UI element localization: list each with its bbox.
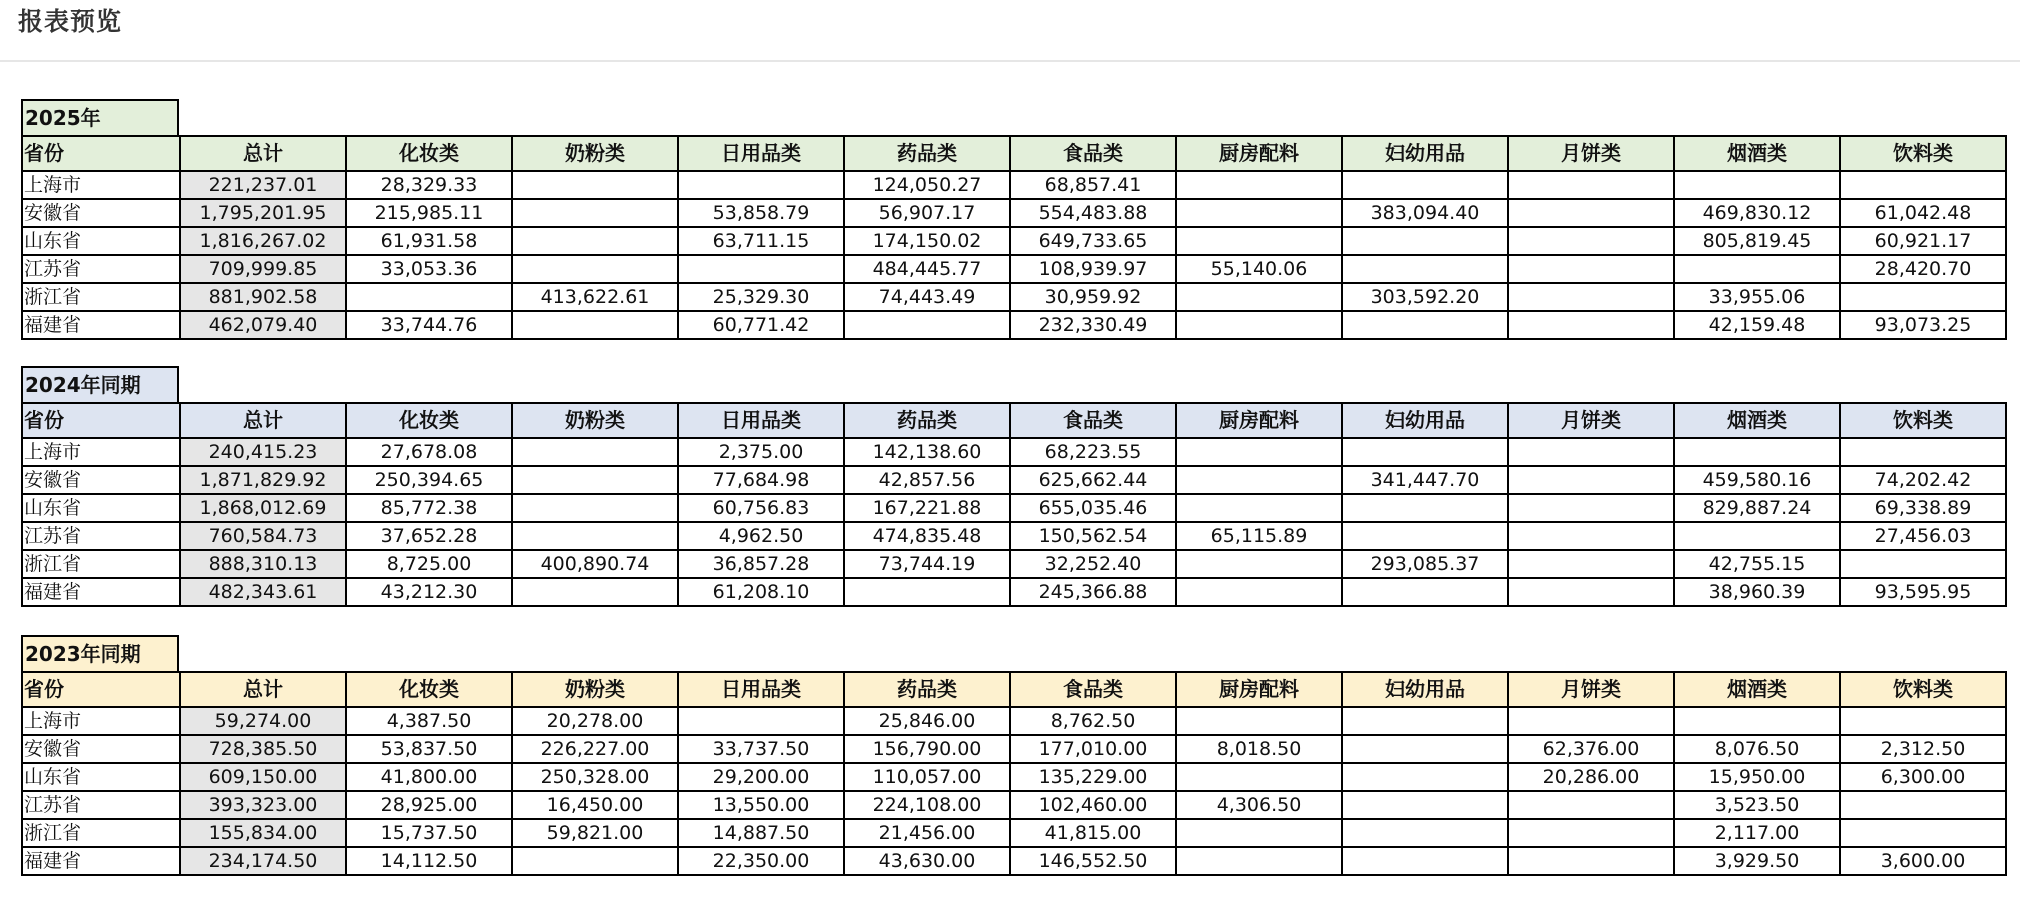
value-cell xyxy=(1176,466,1342,494)
column-header: 奶粉类 xyxy=(512,136,678,171)
column-header: 月饼类 xyxy=(1508,136,1674,171)
value-cell xyxy=(1342,707,1508,735)
value-cell: 42,755.15 xyxy=(1674,550,1840,578)
province-cell: 上海市 xyxy=(22,171,180,199)
value-cell: 21,456.00 xyxy=(844,819,1010,847)
column-header-province: 省份 xyxy=(22,403,180,438)
total-cell: 1,816,267.02 xyxy=(180,227,346,255)
value-cell xyxy=(1176,171,1342,199)
province-cell: 浙江省 xyxy=(22,819,180,847)
value-cell: 37,652.28 xyxy=(346,522,512,550)
value-cell xyxy=(512,438,678,466)
column-header: 烟酒类 xyxy=(1674,136,1840,171)
value-cell xyxy=(512,227,678,255)
value-cell xyxy=(1674,707,1840,735)
value-cell: 85,772.38 xyxy=(346,494,512,522)
column-header: 药品类 xyxy=(844,136,1010,171)
province-cell: 江苏省 xyxy=(22,255,180,283)
report-table xyxy=(21,135,2007,340)
value-cell: 73,744.19 xyxy=(844,550,1010,578)
value-cell: 28,329.33 xyxy=(346,171,512,199)
value-cell: 8,762.50 xyxy=(1010,707,1176,735)
column-header: 药品类 xyxy=(844,403,1010,438)
value-cell xyxy=(678,255,844,283)
value-cell: 27,678.08 xyxy=(346,438,512,466)
value-cell xyxy=(844,578,1010,606)
value-cell: 69,338.89 xyxy=(1840,494,2006,522)
value-cell: 13,550.00 xyxy=(678,791,844,819)
value-cell: 167,221.88 xyxy=(844,494,1010,522)
value-cell: 655,035.46 xyxy=(1010,494,1176,522)
value-cell xyxy=(1508,255,1674,283)
value-cell xyxy=(1176,311,1342,339)
header-row xyxy=(22,403,2006,438)
column-header: 奶粉类 xyxy=(512,403,678,438)
value-cell: 38,960.39 xyxy=(1674,578,1840,606)
value-cell xyxy=(1176,227,1342,255)
value-cell xyxy=(1508,283,1674,311)
value-cell: 4,962.50 xyxy=(678,522,844,550)
value-cell: 42,857.56 xyxy=(844,466,1010,494)
column-header-province: 省份 xyxy=(22,672,180,707)
value-cell: 554,483.88 xyxy=(1010,199,1176,227)
value-cell: 2,117.00 xyxy=(1674,819,1840,847)
value-cell: 142,138.60 xyxy=(844,438,1010,466)
value-cell: 60,756.83 xyxy=(678,494,844,522)
value-cell: 400,890.74 xyxy=(512,550,678,578)
province-cell: 山东省 xyxy=(22,227,180,255)
table-row xyxy=(22,283,2006,311)
table-row xyxy=(22,819,2006,847)
value-cell xyxy=(1840,283,2006,311)
value-cell: 829,887.24 xyxy=(1674,494,1840,522)
value-cell xyxy=(1508,227,1674,255)
value-cell xyxy=(1342,311,1508,339)
table-row xyxy=(22,199,2006,227)
page-header xyxy=(0,0,2020,62)
column-header: 总计 xyxy=(180,403,346,438)
value-cell: 14,112.50 xyxy=(346,847,512,875)
table-row xyxy=(22,791,2006,819)
column-header: 厨房配料 xyxy=(1176,672,1342,707)
column-header: 化妆类 xyxy=(346,136,512,171)
value-cell: 469,830.12 xyxy=(1674,199,1840,227)
value-cell xyxy=(1342,227,1508,255)
value-cell: 474,835.48 xyxy=(844,522,1010,550)
column-header: 日用品类 xyxy=(678,403,844,438)
value-cell: 27,456.03 xyxy=(1840,522,2006,550)
value-cell: 124,050.27 xyxy=(844,171,1010,199)
value-cell xyxy=(1176,550,1342,578)
value-cell xyxy=(1176,819,1342,847)
value-cell: 33,744.76 xyxy=(346,311,512,339)
column-header: 食品类 xyxy=(1010,403,1176,438)
value-cell: 226,227.00 xyxy=(512,735,678,763)
value-cell xyxy=(512,522,678,550)
column-header: 日用品类 xyxy=(678,136,844,171)
value-cell xyxy=(1508,311,1674,339)
value-cell: 25,846.00 xyxy=(844,707,1010,735)
value-cell xyxy=(1176,283,1342,311)
value-cell xyxy=(512,494,678,522)
value-cell: 3,929.50 xyxy=(1674,847,1840,875)
value-cell: 135,229.00 xyxy=(1010,763,1176,791)
value-cell: 74,202.42 xyxy=(1840,466,2006,494)
value-cell xyxy=(512,199,678,227)
column-header: 厨房配料 xyxy=(1176,136,1342,171)
value-cell: 2,375.00 xyxy=(678,438,844,466)
total-cell: 221,237.01 xyxy=(180,171,346,199)
value-cell: 14,887.50 xyxy=(678,819,844,847)
value-cell xyxy=(346,283,512,311)
value-cell xyxy=(1342,791,1508,819)
value-cell xyxy=(1508,791,1674,819)
column-header: 烟酒类 xyxy=(1674,403,1840,438)
province-cell: 福建省 xyxy=(22,311,180,339)
total-cell: 728,385.50 xyxy=(180,735,346,763)
total-cell: 482,343.61 xyxy=(180,578,346,606)
value-cell xyxy=(512,311,678,339)
value-cell xyxy=(1840,438,2006,466)
column-header: 月饼类 xyxy=(1508,672,1674,707)
total-cell: 59,274.00 xyxy=(180,707,346,735)
province-cell: 江苏省 xyxy=(22,791,180,819)
value-cell xyxy=(1342,847,1508,875)
value-cell xyxy=(1508,522,1674,550)
column-header: 妇幼用品 xyxy=(1342,403,1508,438)
header-row xyxy=(22,672,2006,707)
report-block-2025 xyxy=(21,99,2007,340)
value-cell: 174,150.02 xyxy=(844,227,1010,255)
value-cell: 30,959.92 xyxy=(1010,283,1176,311)
value-cell: 28,925.00 xyxy=(346,791,512,819)
province-cell: 山东省 xyxy=(22,763,180,791)
column-header: 日用品类 xyxy=(678,672,844,707)
table-row xyxy=(22,227,2006,255)
total-cell: 240,415.23 xyxy=(180,438,346,466)
value-cell xyxy=(512,466,678,494)
year-label: 2024年同期 xyxy=(21,366,179,402)
value-cell: 53,858.79 xyxy=(678,199,844,227)
table-row xyxy=(22,735,2006,763)
report-block-2023 xyxy=(21,635,2007,876)
value-cell: 43,212.30 xyxy=(346,578,512,606)
value-cell xyxy=(1176,578,1342,606)
value-cell: 53,837.50 xyxy=(346,735,512,763)
province-cell: 山东省 xyxy=(22,494,180,522)
province-cell: 上海市 xyxy=(22,438,180,466)
province-cell: 上海市 xyxy=(22,707,180,735)
value-cell xyxy=(1508,494,1674,522)
value-cell xyxy=(1840,819,2006,847)
value-cell: 6,300.00 xyxy=(1840,763,2006,791)
value-cell xyxy=(1508,550,1674,578)
value-cell: 68,223.55 xyxy=(1010,438,1176,466)
value-cell: 42,159.48 xyxy=(1674,311,1840,339)
province-cell: 江苏省 xyxy=(22,522,180,550)
value-cell: 250,394.65 xyxy=(346,466,512,494)
value-cell xyxy=(1508,199,1674,227)
value-cell: 245,366.88 xyxy=(1010,578,1176,606)
value-cell: 68,857.41 xyxy=(1010,171,1176,199)
value-cell: 61,042.48 xyxy=(1840,199,2006,227)
table-row xyxy=(22,550,2006,578)
value-cell: 4,387.50 xyxy=(346,707,512,735)
column-header: 化妆类 xyxy=(346,672,512,707)
column-header: 饮料类 xyxy=(1840,672,2006,707)
value-cell: 20,278.00 xyxy=(512,707,678,735)
value-cell: 156,790.00 xyxy=(844,735,1010,763)
value-cell: 28,420.70 xyxy=(1840,255,2006,283)
value-cell xyxy=(1840,550,2006,578)
column-header: 饮料类 xyxy=(1840,403,2006,438)
column-header: 妇幼用品 xyxy=(1342,672,1508,707)
table-row xyxy=(22,847,2006,875)
value-cell: 805,819.45 xyxy=(1674,227,1840,255)
value-cell: 177,010.00 xyxy=(1010,735,1176,763)
value-cell: 74,443.49 xyxy=(844,283,1010,311)
value-cell: 3,523.50 xyxy=(1674,791,1840,819)
value-cell: 649,733.65 xyxy=(1010,227,1176,255)
value-cell: 4,306.50 xyxy=(1176,791,1342,819)
value-cell: 60,771.42 xyxy=(678,311,844,339)
value-cell: 63,711.15 xyxy=(678,227,844,255)
value-cell: 60,921.17 xyxy=(1840,227,2006,255)
value-cell: 8,725.00 xyxy=(346,550,512,578)
value-cell: 29,200.00 xyxy=(678,763,844,791)
value-cell: 61,208.10 xyxy=(678,578,844,606)
value-cell xyxy=(1508,466,1674,494)
value-cell: 232,330.49 xyxy=(1010,311,1176,339)
value-cell: 110,057.00 xyxy=(844,763,1010,791)
total-cell: 234,174.50 xyxy=(180,847,346,875)
value-cell xyxy=(1508,578,1674,606)
total-cell: 1,795,201.95 xyxy=(180,199,346,227)
table-row xyxy=(22,763,2006,791)
value-cell xyxy=(1342,578,1508,606)
value-cell xyxy=(1176,199,1342,227)
value-cell xyxy=(1342,819,1508,847)
page-title: 报表预览 xyxy=(18,7,123,36)
value-cell: 341,447.70 xyxy=(1342,466,1508,494)
column-header: 奶粉类 xyxy=(512,672,678,707)
value-cell xyxy=(1840,791,2006,819)
value-cell xyxy=(1508,438,1674,466)
value-cell: 41,815.00 xyxy=(1010,819,1176,847)
value-cell xyxy=(1342,522,1508,550)
column-header-province: 省份 xyxy=(22,136,180,171)
column-header: 厨房配料 xyxy=(1176,403,1342,438)
value-cell: 8,076.50 xyxy=(1674,735,1840,763)
year-label: 2025年 xyxy=(21,99,179,135)
value-cell: 62,376.00 xyxy=(1508,735,1674,763)
value-cell: 22,350.00 xyxy=(678,847,844,875)
value-cell xyxy=(1508,171,1674,199)
value-cell: 33,053.36 xyxy=(346,255,512,283)
province-cell: 浙江省 xyxy=(22,550,180,578)
value-cell xyxy=(844,311,1010,339)
column-header: 饮料类 xyxy=(1840,136,2006,171)
province-cell: 福建省 xyxy=(22,578,180,606)
header-row xyxy=(22,136,2006,171)
value-cell: 33,737.50 xyxy=(678,735,844,763)
value-cell xyxy=(1342,255,1508,283)
value-cell: 108,939.97 xyxy=(1010,255,1176,283)
column-header: 妇幼用品 xyxy=(1342,136,1508,171)
value-cell: 484,445.77 xyxy=(844,255,1010,283)
total-cell: 462,079.40 xyxy=(180,311,346,339)
total-cell: 393,323.00 xyxy=(180,791,346,819)
value-cell: 61,931.58 xyxy=(346,227,512,255)
report-block-2024 xyxy=(21,366,2007,607)
total-cell: 881,902.58 xyxy=(180,283,346,311)
value-cell: 250,328.00 xyxy=(512,763,678,791)
value-cell: 15,950.00 xyxy=(1674,763,1840,791)
column-header: 食品类 xyxy=(1010,136,1176,171)
value-cell: 93,073.25 xyxy=(1840,311,2006,339)
value-cell: 459,580.16 xyxy=(1674,466,1840,494)
report-table xyxy=(21,402,2007,607)
value-cell xyxy=(1508,847,1674,875)
value-cell: 303,592.20 xyxy=(1342,283,1508,311)
table-row xyxy=(22,311,2006,339)
value-cell: 150,562.54 xyxy=(1010,522,1176,550)
province-cell: 安徽省 xyxy=(22,199,180,227)
value-cell: 413,622.61 xyxy=(512,283,678,311)
value-cell: 43,630.00 xyxy=(844,847,1010,875)
report-table xyxy=(21,671,2007,876)
value-cell xyxy=(1674,438,1840,466)
table-row xyxy=(22,171,2006,199)
table-row xyxy=(22,494,2006,522)
value-cell xyxy=(1508,707,1674,735)
total-cell: 609,150.00 xyxy=(180,763,346,791)
value-cell: 55,140.06 xyxy=(1176,255,1342,283)
value-cell xyxy=(1342,763,1508,791)
value-cell xyxy=(512,847,678,875)
value-cell: 3,600.00 xyxy=(1840,847,2006,875)
value-cell: 102,460.00 xyxy=(1010,791,1176,819)
value-cell xyxy=(1342,735,1508,763)
table-row xyxy=(22,522,2006,550)
value-cell: 32,252.40 xyxy=(1010,550,1176,578)
value-cell: 15,737.50 xyxy=(346,819,512,847)
province-cell: 福建省 xyxy=(22,847,180,875)
value-cell: 224,108.00 xyxy=(844,791,1010,819)
value-cell: 56,907.17 xyxy=(844,199,1010,227)
year-label: 2023年同期 xyxy=(21,635,179,671)
value-cell: 25,329.30 xyxy=(678,283,844,311)
value-cell: 59,821.00 xyxy=(512,819,678,847)
value-cell xyxy=(1840,707,2006,735)
column-header: 化妆类 xyxy=(346,403,512,438)
value-cell xyxy=(1674,171,1840,199)
value-cell xyxy=(1342,494,1508,522)
value-cell xyxy=(1674,522,1840,550)
value-cell: 383,094.40 xyxy=(1342,199,1508,227)
value-cell xyxy=(512,171,678,199)
table-row xyxy=(22,707,2006,735)
total-cell: 155,834.00 xyxy=(180,819,346,847)
value-cell: 20,286.00 xyxy=(1508,763,1674,791)
value-cell: 16,450.00 xyxy=(512,791,678,819)
value-cell xyxy=(1342,171,1508,199)
province-cell: 浙江省 xyxy=(22,283,180,311)
total-cell: 888,310.13 xyxy=(180,550,346,578)
value-cell: 33,955.06 xyxy=(1674,283,1840,311)
province-cell: 安徽省 xyxy=(22,466,180,494)
table-row xyxy=(22,438,2006,466)
value-cell: 65,115.89 xyxy=(1176,522,1342,550)
total-cell: 709,999.85 xyxy=(180,255,346,283)
value-cell: 77,684.98 xyxy=(678,466,844,494)
table-row xyxy=(22,466,2006,494)
value-cell xyxy=(512,255,678,283)
value-cell xyxy=(512,578,678,606)
value-cell: 215,985.11 xyxy=(346,199,512,227)
column-header: 月饼类 xyxy=(1508,403,1674,438)
value-cell xyxy=(1176,707,1342,735)
column-header: 药品类 xyxy=(844,672,1010,707)
value-cell: 36,857.28 xyxy=(678,550,844,578)
total-cell: 1,871,829.92 xyxy=(180,466,346,494)
table-row xyxy=(22,578,2006,606)
value-cell: 146,552.50 xyxy=(1010,847,1176,875)
value-cell xyxy=(1176,438,1342,466)
value-cell xyxy=(678,171,844,199)
value-cell xyxy=(1176,494,1342,522)
value-cell: 8,018.50 xyxy=(1176,735,1342,763)
total-cell: 1,868,012.69 xyxy=(180,494,346,522)
value-cell: 2,312.50 xyxy=(1840,735,2006,763)
value-cell xyxy=(1674,255,1840,283)
value-cell xyxy=(1342,438,1508,466)
value-cell: 625,662.44 xyxy=(1010,466,1176,494)
value-cell: 293,085.37 xyxy=(1342,550,1508,578)
value-cell xyxy=(678,707,844,735)
value-cell xyxy=(1840,171,2006,199)
value-cell xyxy=(1176,847,1342,875)
table-row xyxy=(22,255,2006,283)
column-header: 总计 xyxy=(180,672,346,707)
value-cell: 41,800.00 xyxy=(346,763,512,791)
value-cell: 93,595.95 xyxy=(1840,578,2006,606)
column-header: 食品类 xyxy=(1010,672,1176,707)
total-cell: 760,584.73 xyxy=(180,522,346,550)
value-cell xyxy=(1508,819,1674,847)
value-cell xyxy=(1176,763,1342,791)
column-header: 总计 xyxy=(180,136,346,171)
column-header: 烟酒类 xyxy=(1674,672,1840,707)
province-cell: 安徽省 xyxy=(22,735,180,763)
